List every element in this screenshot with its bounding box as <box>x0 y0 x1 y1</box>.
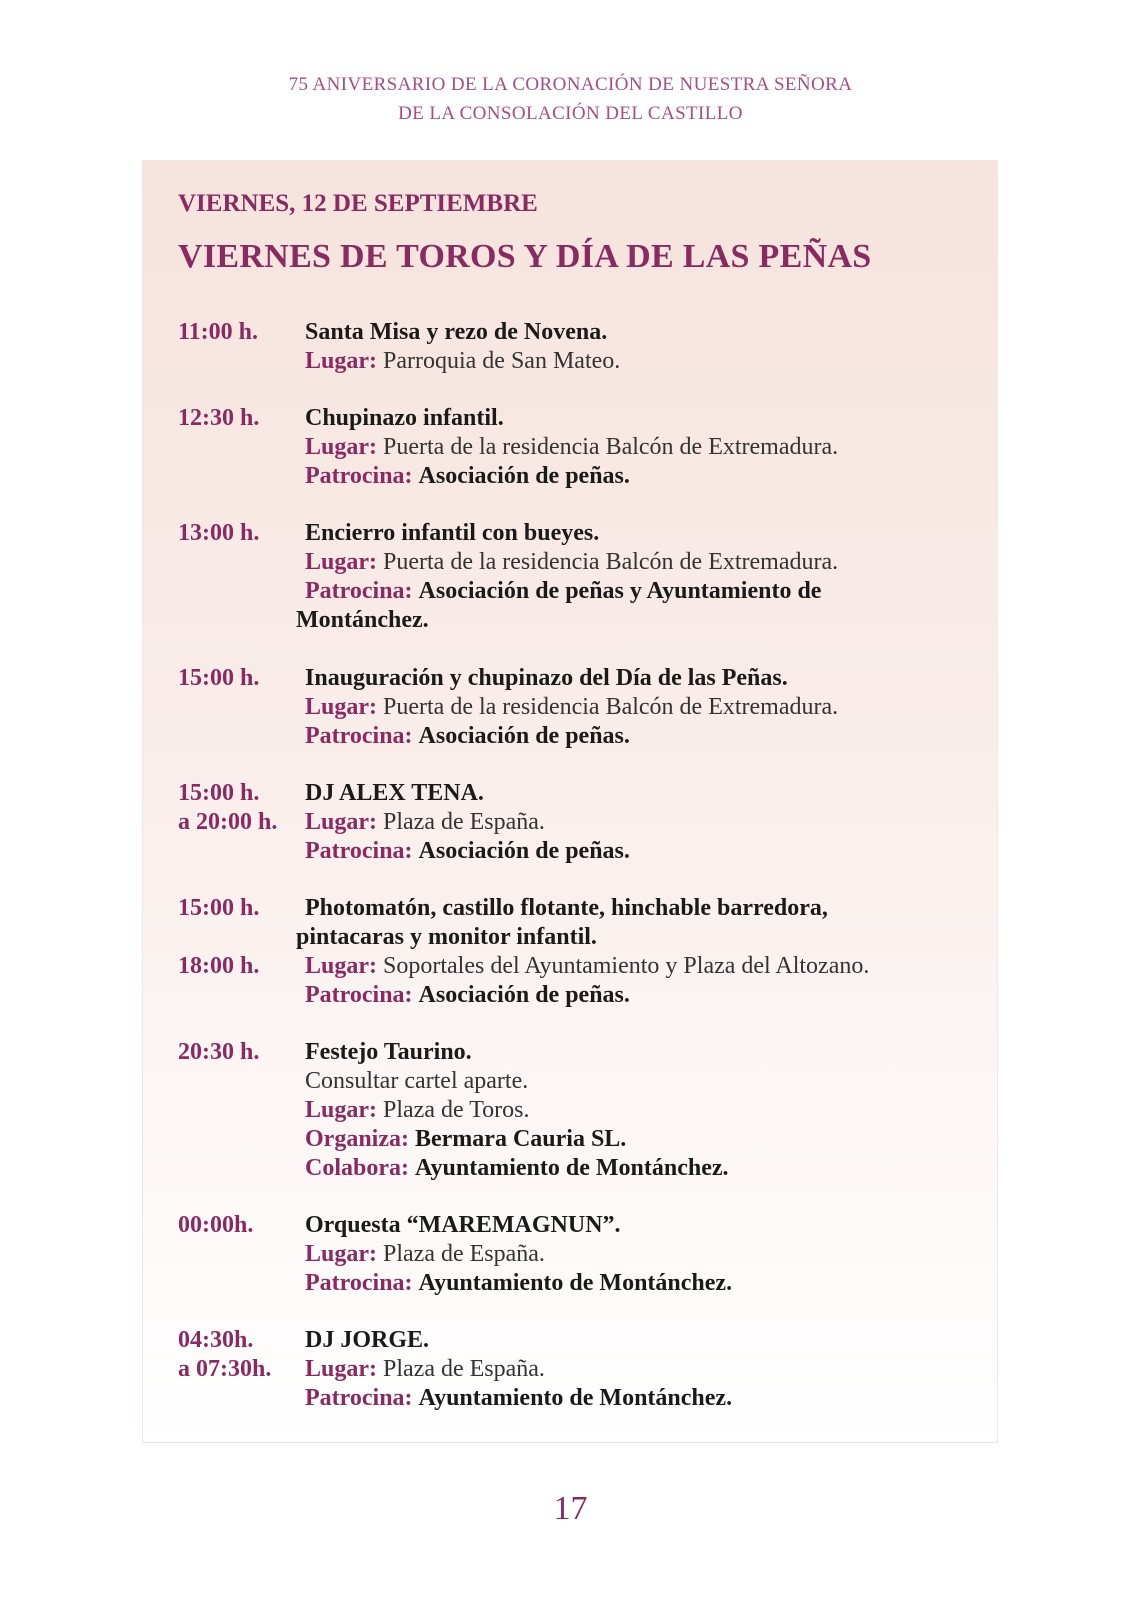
event-time: 15:00 h. <box>178 895 260 921</box>
event-patrocina: Patrocina: Asociación de peñas. <box>305 463 630 489</box>
event-time: 15:00 h. <box>178 780 260 806</box>
event-patrocina: Patrocina: Asociación de peñas. <box>305 723 630 749</box>
event-patrocina: Patrocina: Asociación de peñas. <box>305 982 630 1008</box>
event-lugar: Lugar: Plaza de España. <box>305 1356 545 1382</box>
header-line-2: DE LA CONSOLACIÓN DEL CASTILLO <box>398 103 743 124</box>
event-lugar: Lugar: Plaza de España. <box>305 809 545 835</box>
event-note: Consultar cartel aparte. <box>305 1068 529 1094</box>
event-time: 11:00 h. <box>178 319 259 345</box>
event-patrocina: Patrocina: Asociación de peñas. <box>305 838 630 864</box>
event-time: 00:00h. <box>178 1212 254 1238</box>
event-lugar: Lugar: Puerta de la residencia Balcón de Extremadura. <box>305 434 839 460</box>
event-time: 15:00 h. <box>178 665 260 691</box>
event-title: Inauguración y chupinazo del Día de las Peñas. <box>305 665 788 691</box>
event-lugar: Lugar: Soportales del Ayuntamiento y Plaza del Altozano. <box>305 953 870 979</box>
event-time: 13:00 h. <box>178 520 260 546</box>
event-time-end: 18:00 h. <box>178 953 260 979</box>
event-title: Orquesta “MAREMAGNUN”. <box>305 1212 621 1238</box>
event-title: DJ JORGE. <box>305 1327 430 1353</box>
event-time: 12:30 h. <box>178 405 260 431</box>
event-patrocina: Patrocina: Ayuntamiento de Montánchez. <box>305 1270 733 1296</box>
page-title: VIERNES DE TOROS Y DÍA DE LAS PEÑAS <box>178 238 872 275</box>
page-number: 17 <box>553 1490 588 1527</box>
event-title: Chupinazo infantil. <box>305 405 504 431</box>
event-organiza: Organiza: Bermara Cauria SL. <box>305 1126 627 1152</box>
event-title: Encierro infantil con bueyes. <box>305 520 600 546</box>
event-lugar: Lugar: Plaza de Toros. <box>305 1097 530 1123</box>
event-colabora: Colabora: Ayuntamiento de Montánchez. <box>305 1155 729 1181</box>
event-title: Santa Misa y rezo de Novena. <box>305 319 608 345</box>
event-lugar: Lugar: Parroquia de San Mateo. <box>305 348 621 374</box>
event-lugar: Lugar: Plaza de España. <box>305 1241 545 1267</box>
event-patrocina: Patrocina: Ayuntamiento de Montánchez. <box>305 1385 733 1411</box>
event-time: 20:30 h. <box>178 1039 260 1065</box>
event-title: Photomatón, castillo flotante, hinchable barredora, <box>305 895 828 921</box>
event-title-cont: pintacaras y monitor infantil. <box>296 924 597 950</box>
event-time-end: a 20:00 h. <box>178 809 278 835</box>
day-label: VIERNES, 12 DE SEPTIEMBRE <box>178 190 538 217</box>
header-line-1: 75 ANIVERSARIO DE LA CORONACIÓN DE NUESTRA SEÑORA <box>288 74 853 95</box>
event-time: 04:30h. <box>178 1327 254 1353</box>
event-patrocina: Patrocina: Asociación de peñas y Ayuntamiento de <box>305 578 822 604</box>
event-patrocina-cont: Montánchez. <box>296 607 429 633</box>
event-title: DJ ALEX TENA. <box>305 780 484 806</box>
event-lugar: Lugar: Puerta de la residencia Balcón de Extremadura. <box>305 694 839 720</box>
event-time-end: a 07:30h. <box>178 1356 272 1382</box>
event-lugar: Lugar: Puerta de la residencia Balcón de Extremadura. <box>305 549 839 575</box>
event-title: Festejo Taurino. <box>305 1039 472 1065</box>
